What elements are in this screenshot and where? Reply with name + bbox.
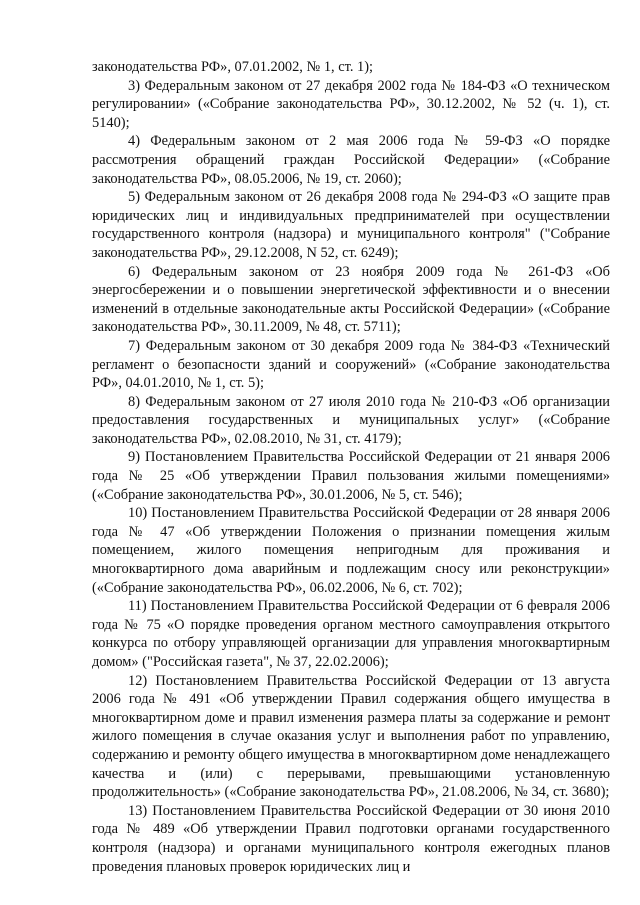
list-item-12: 12) Постановлением Правительства Российской Федерации от 13 августа 2006 года № 491 «Об утверждении Правил содержания общего имущества в многоквартирном доме и правил изменения размера платы за содержание и ремонт жилого помещения в случае оказания услуг и выполнения работ по управлению, содержанию и ремонту общего имущества в многоквартирном доме ненадлежащего качества и (или) с перерывами, превышающими установленную продолжительность» («Собрание законодательства РФ», 21.08.2006, № 34, ст. 3680); <box>92 672 610 801</box>
list-item-5: 5) Федеральным законом от 26 декабря 2008 года № 294-ФЗ «О защите прав юридических лиц и индивидуальных предпринимателей при осуществлении государственного контроля (надзора) и муниципального контроля" ("Собрание законодательства РФ», 29.12.2008, N 52, ст. 6249); <box>92 189 610 261</box>
list-item-9: 9) Постановлением Правительства Российской Федерации от 21 января 2006 года № 25 «Об утверждении Правил пользования жилыми помещениями» («Собрание законодательства РФ», 30.01.2006, № 5, ст. 546); <box>92 449 610 503</box>
list-item-4: 4) Федеральным законом от 2 мая 2006 года № 59-ФЗ «О порядке рассмотрения обращений граждан Российской Федерации» («Собрание законодательства РФ», 08.05.2006, № 19, ст. 2060); <box>92 133 610 187</box>
list-item-6: 6) Федеральным законом от 23 ноября 2009 года № 261-ФЗ «Об энергосбережении и о повышении энергетической эффективности и о внесении изменений в отдельные законодательные акты Российской Федерации» («Собрание законодательства РФ», 30.11.2009, № 48, ст. 5711); <box>92 263 610 336</box>
document-page <box>92 58 610 876</box>
list-item-3: 3) Федеральным законом от 27 декабря 2002 года № 184-ФЗ «О техническом регулировании» («Собрание законодательства РФ», 30.12.2002, № 52 (ч. 1), ст. 5140); <box>92 77 610 131</box>
list-item-11: 11) Постановлением Правительства Российской Федерации от 6 февраля 2006 года № 75 «О порядке проведения органом местного самоуправления открытого конкурса по отбору управляющей организации для управления многоквартирным домом» ("Российская газета", № 37, 22.02.2006); <box>92 598 610 670</box>
paragraph-continuation: законодательства РФ», 07.01.2002, № 1, ст. 1); <box>92 59 373 75</box>
list-item-7: 7) Федеральным законом от 30 декабря 2009 года № 384-ФЗ «Технический регламент о безопасности зданий и сооружений» («Собрание законодательства РФ», 04.01.2010, № 1, ст. 5); <box>92 337 610 392</box>
list-item-8: 8) Федеральным законом от 27 июля 2010 года № 210-ФЗ «Об организации предоставления государственных и муниципальных услуг» («Собрание законодательства РФ», 02.08.2010, № 31, ст. 4179); <box>92 393 610 447</box>
list-item-13: 13) Постановлением Правительства Российской Федерации от 30 июня 2010 года № 489 «Об утверждении Правил подготовки органами государственного контроля (надзора) и органами муниципального контроля ежегодных планов проведения плановых проверок юридических лиц и <box>92 802 610 875</box>
list-item-10: 10) Постановлением Правительства Российской Федерации от 28 января 2006 года № 47 «Об утверждении Положения о признании помещения жилым помещением, жилого помещения непригодным для проживания и многоквартирного дома аварийным и подлежащим сносу или реконструкции» («Собрание законодательства РФ», 06.02.2006, № 6, ст. 702); <box>92 505 610 596</box>
